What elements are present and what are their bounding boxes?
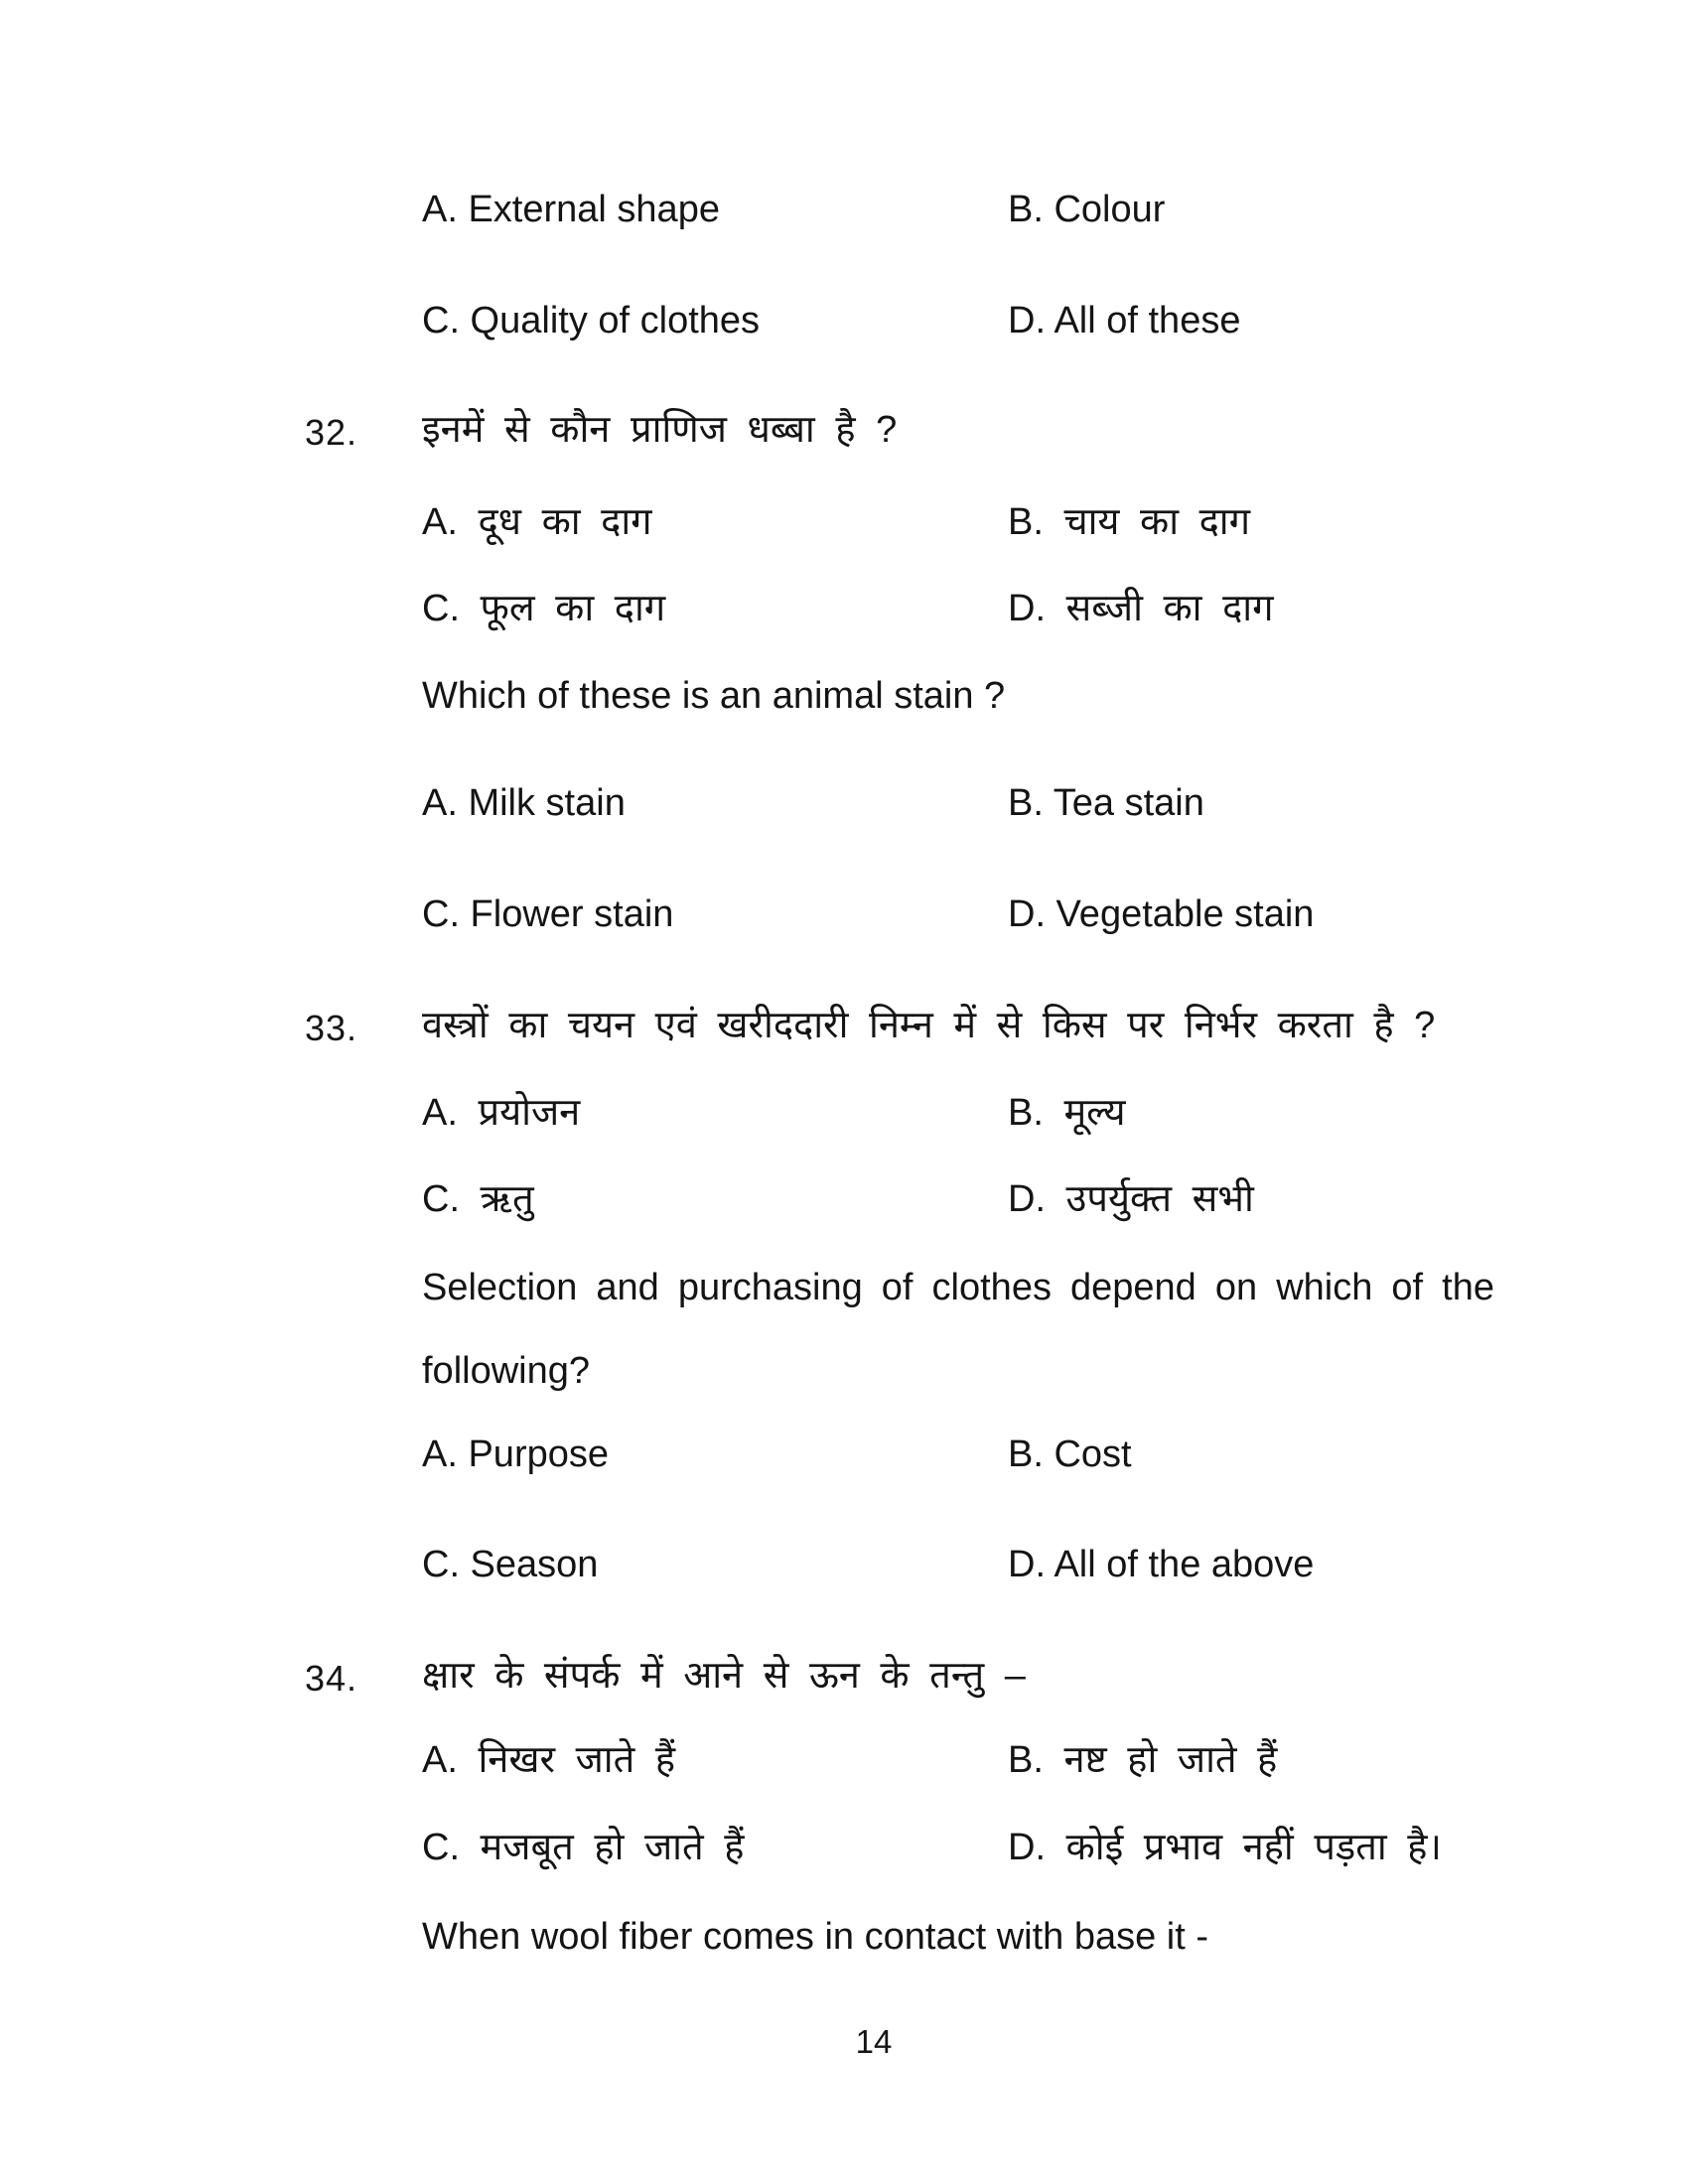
q33-option-c-hindi: C. ऋतु <box>422 1178 534 1220</box>
q34-option-d-hindi: D. कोई प्रभाव नहीं पड़ता है। <box>1008 1827 1442 1868</box>
q32-option-d-english: D. Vegetable stain <box>1008 893 1315 935</box>
q33-option-a-hindi: A. प्रयोजन <box>422 1092 581 1134</box>
q34-question-english: When wool fiber comes in contact with base it - <box>422 1916 1209 1958</box>
q33-option-b-hindi: B. मूल्य <box>1008 1092 1126 1134</box>
q32-option-a-hindi: A. दूध का दाग <box>422 501 652 543</box>
q31-option-d: D. All of these <box>1008 300 1241 341</box>
q33-question-english-line1: Selection and purchasing of clothes depend on which of the <box>422 1267 1494 1308</box>
q33-option-b-english: B. Cost <box>1008 1433 1132 1475</box>
q33-option-a-english: A. Purpose <box>422 1433 609 1475</box>
q33-option-c-english: C. Season <box>422 1544 599 1585</box>
q33-option-d-english: D. All of the above <box>1008 1544 1315 1585</box>
q31-option-c: C. Quality of clothes <box>422 300 761 341</box>
q32-number: 32. <box>305 412 358 453</box>
q32-option-b-hindi: B. चाय का दाग <box>1008 501 1251 543</box>
page-number: 14 <box>855 2023 893 2060</box>
q34-number: 34. <box>305 1658 358 1699</box>
q32-question-hindi: इनमें से कौन प्राणिज धब्बा है ? <box>422 409 898 451</box>
q32-option-b-english: B. Tea stain <box>1008 782 1204 824</box>
q34-option-c-hindi: C. मजबूत हो जाते हैं <box>422 1827 745 1868</box>
q34-option-a-hindi: A. निखर जाते हैं <box>422 1739 676 1781</box>
q32-option-a-english: A. Milk stain <box>422 782 626 824</box>
q33-question-hindi: वस्त्रों का चयन एवं खरीददारी निम्न में से किस पर निर्भर करता है ? <box>422 1005 1436 1046</box>
q33-question-english-line2: following? <box>422 1350 590 1392</box>
q31-option-a: A. External shape <box>422 189 720 230</box>
q34-option-b-hindi: B. नष्ट हो जाते हैं <box>1008 1739 1278 1781</box>
q32-option-c-hindi: C. फूल का दाग <box>422 588 666 629</box>
q34-question-hindi: क्षार के संपर्क में आने से ऊन के तन्तु – <box>422 1655 1026 1697</box>
q33-option-d-hindi: D. उपर्युक्त सभी <box>1008 1178 1254 1220</box>
q33-number: 33. <box>305 1008 358 1048</box>
q32-question-english: Which of these is an animal stain ? <box>422 675 1006 717</box>
q31-option-b: B. Colour <box>1008 189 1166 230</box>
q32-option-d-hindi: D. सब्जी का दाग <box>1008 588 1274 629</box>
q32-option-c-english: C. Flower stain <box>422 893 674 935</box>
